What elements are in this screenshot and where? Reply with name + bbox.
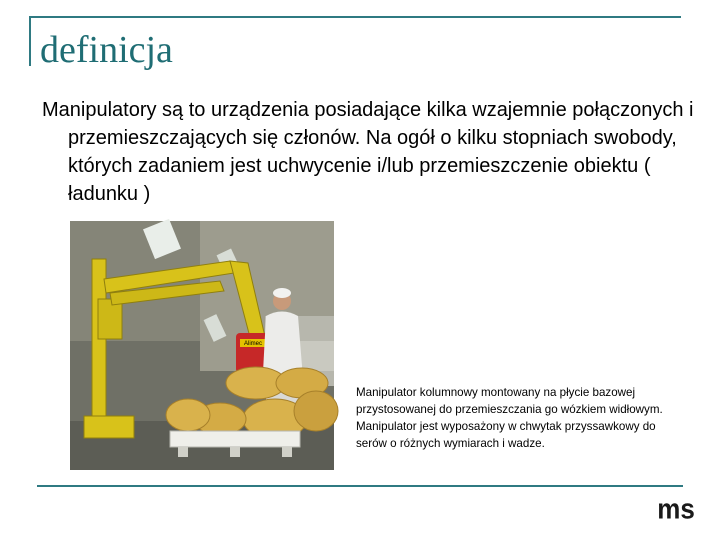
footer-rule xyxy=(37,485,683,487)
slide-title: definicja xyxy=(40,29,173,71)
definition-text: Manipulatory są to urządzenia posiadające kilka wzajemnie połączonych i przemieszczających się członów. Na ogół o kilku stopniach swobody, których zadaniem jest uchwycenie i/lub przemieszczenie obiektu ( ładunku ) xyxy=(42,99,694,205)
ms-logo xyxy=(657,492,695,525)
title-rule-horizontal xyxy=(29,16,681,18)
gripper-label: Alimec xyxy=(243,341,263,347)
photo-caption: Manipulator kolumnowy montowany na płycie bazowej przystosowanej do przemieszczania go wózkiem widłowym. Manipulator jest wyposażony w chwytak przyssawkowy do serów o różnych wymiarach i wadze. xyxy=(356,386,663,450)
manipulator-photo xyxy=(70,221,334,470)
title-rule-vertical xyxy=(29,16,31,66)
ms-logo-text: ms xyxy=(657,492,695,525)
